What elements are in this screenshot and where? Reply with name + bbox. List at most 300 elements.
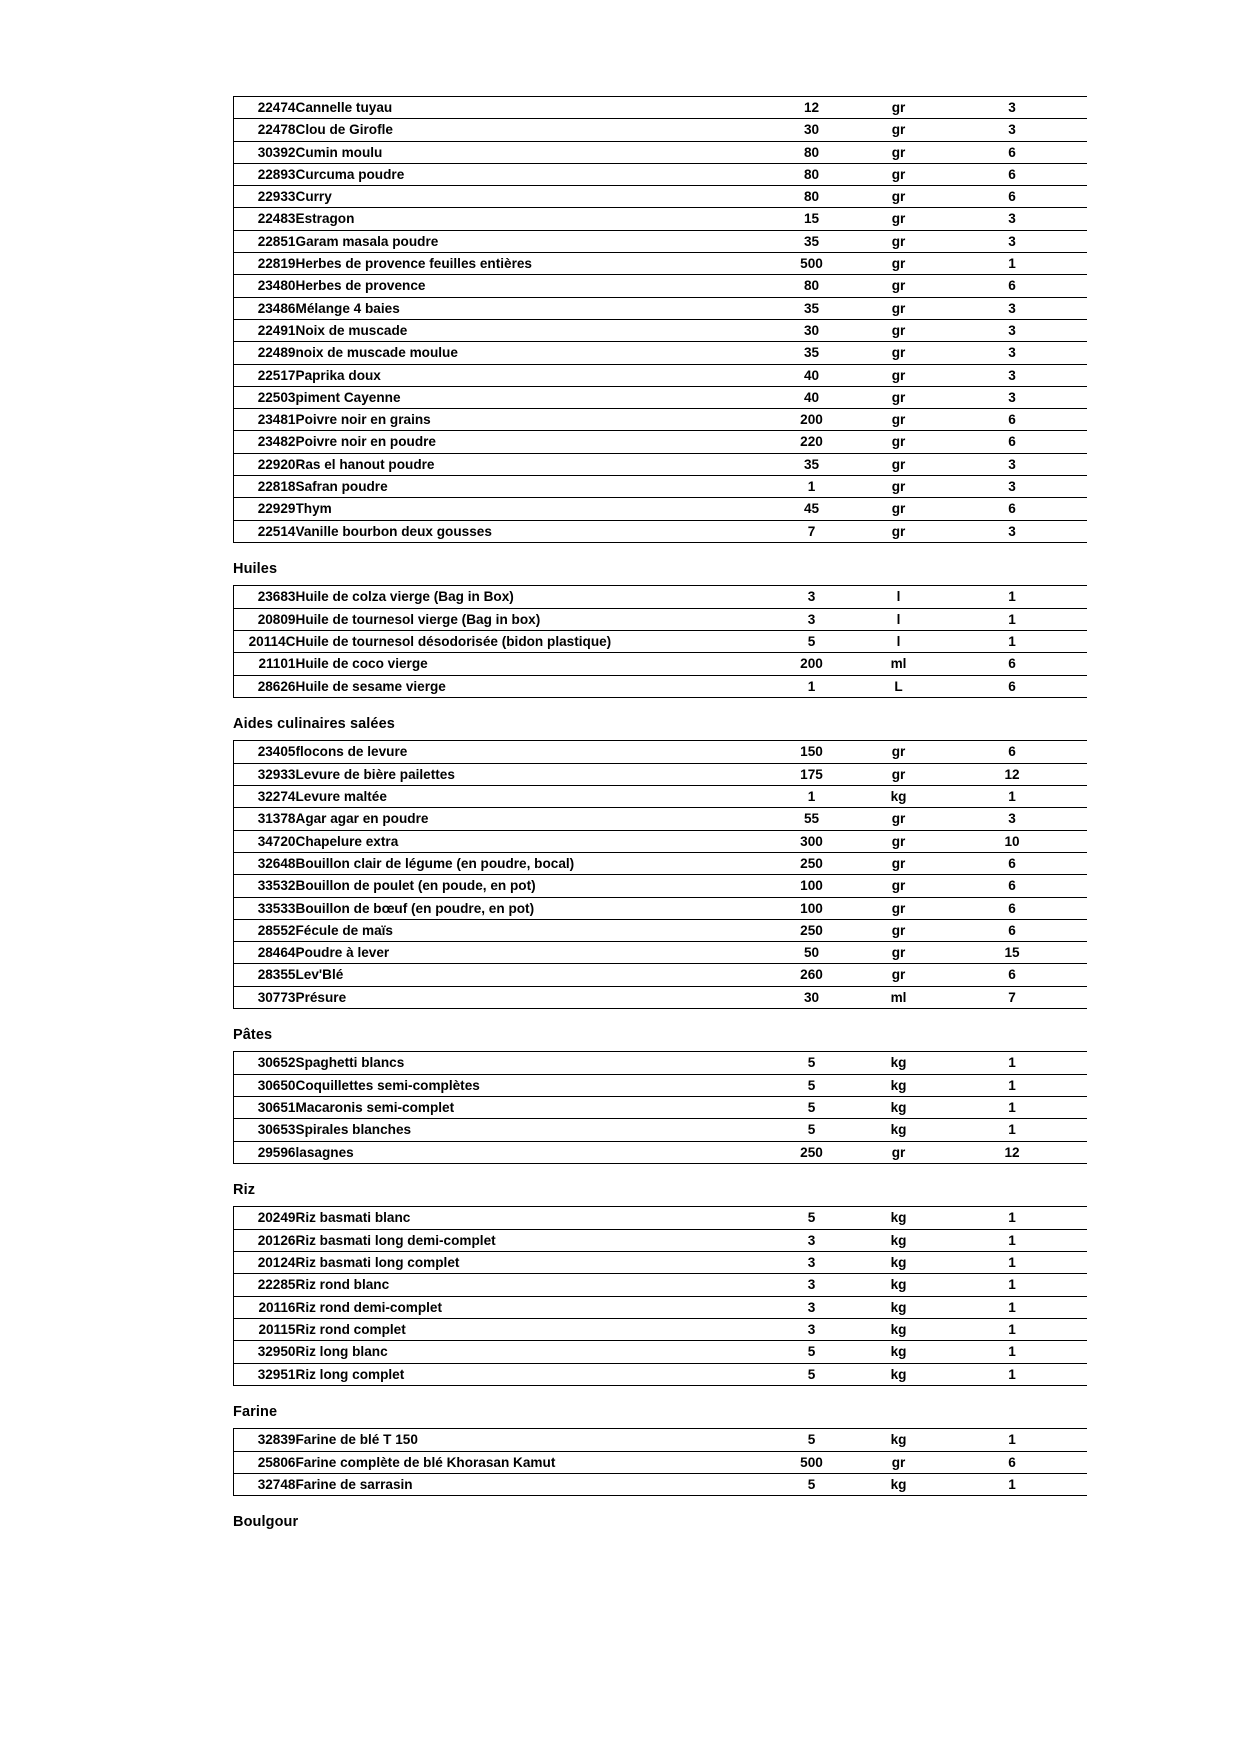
cell-qty: 500 — [764, 1451, 860, 1473]
cell-pack: 1 — [938, 631, 1087, 653]
cell-unit: gr — [860, 97, 938, 119]
cell-ref: 22851 — [234, 230, 296, 252]
section-spacer — [233, 1009, 1086, 1028]
cell-name: Poudre à lever — [296, 942, 764, 964]
heading-spacer — [233, 1042, 1086, 1051]
cell-qty: 150 — [764, 741, 860, 763]
cell-pack: 3 — [938, 342, 1087, 364]
cell-qty: 15 — [764, 208, 860, 230]
heading-spacer — [233, 1197, 1086, 1206]
cell-ref: 32839 — [234, 1429, 296, 1451]
cell-qty: 80 — [764, 163, 860, 185]
cell-unit: gr — [860, 498, 938, 520]
cell-unit: gr — [860, 919, 938, 941]
cell-unit: gr — [860, 763, 938, 785]
table-row — [234, 675, 1087, 697]
table-row — [234, 1296, 1087, 1318]
cell-qty: 175 — [764, 763, 860, 785]
cell-name: flocons de levure — [296, 741, 764, 763]
cell-ref: 33533 — [234, 897, 296, 919]
cell-ref: 22483 — [234, 208, 296, 230]
cell-name: Huile de coco vierge — [296, 653, 764, 675]
cell-name: Ras el hanout poudre — [296, 453, 764, 475]
cell-ref: 22489 — [234, 342, 296, 364]
table-row — [234, 830, 1087, 852]
cell-pack: 3 — [938, 230, 1087, 252]
cell-qty: 80 — [764, 186, 860, 208]
cell-qty: 260 — [764, 964, 860, 986]
table-row — [234, 297, 1087, 319]
cell-qty: 80 — [764, 275, 860, 297]
cell-pack: 6 — [938, 875, 1087, 897]
cell-ref: 22514 — [234, 520, 296, 542]
cell-qty: 35 — [764, 230, 860, 252]
cell-unit: gr — [860, 875, 938, 897]
cell-unit: gr — [860, 297, 938, 319]
table-row — [234, 741, 1087, 763]
cell-pack: 6 — [938, 141, 1087, 163]
cell-pack: 15 — [938, 942, 1087, 964]
cell-unit: gr — [860, 453, 938, 475]
cell-unit: gr — [860, 476, 938, 498]
cell-unit: kg — [860, 786, 938, 808]
cell-unit: gr — [860, 141, 938, 163]
cell-pack: 1 — [938, 1252, 1087, 1274]
table-row — [234, 1341, 1087, 1363]
cell-ref: 32748 — [234, 1473, 296, 1495]
cell-unit: kg — [860, 1363, 938, 1385]
cell-pack: 3 — [938, 476, 1087, 498]
cell-ref: 28355 — [234, 964, 296, 986]
section-spacer — [233, 698, 1086, 717]
table-row — [234, 476, 1087, 498]
cell-pack: 3 — [938, 208, 1087, 230]
cell-pack: 6 — [938, 741, 1087, 763]
cell-qty: 1 — [764, 786, 860, 808]
cell-qty: 3 — [764, 1274, 860, 1296]
cell-unit: gr — [860, 208, 938, 230]
cell-qty: 100 — [764, 897, 860, 919]
cell-unit: ml — [860, 986, 938, 1008]
cell-pack: 1 — [938, 608, 1087, 630]
cell-qty: 220 — [764, 431, 860, 453]
table-row — [234, 763, 1087, 785]
table-row — [234, 1473, 1087, 1495]
cell-pack: 1 — [938, 1473, 1087, 1495]
cell-name: Farine de sarrasin — [296, 1473, 764, 1495]
table-row — [234, 919, 1087, 941]
cell-unit: kg — [860, 1341, 938, 1363]
table-row — [234, 1074, 1087, 1096]
cell-name: Cumin moulu — [296, 141, 764, 163]
cell-ref: 21101 — [234, 653, 296, 675]
table-row — [234, 897, 1087, 919]
table-row — [234, 342, 1087, 364]
cell-qty: 30 — [764, 119, 860, 141]
cell-name: Levure de bière pailettes — [296, 763, 764, 785]
cell-qty: 3 — [764, 586, 860, 608]
product-table — [233, 585, 1087, 697]
cell-qty: 100 — [764, 875, 860, 897]
cell-qty: 3 — [764, 1318, 860, 1340]
cell-ref: 22503 — [234, 386, 296, 408]
cell-qty: 200 — [764, 653, 860, 675]
cell-name: Agar agar en poudre — [296, 808, 764, 830]
cell-ref: 20124 — [234, 1252, 296, 1274]
cell-ref: 30652 — [234, 1052, 296, 1074]
cell-unit: gr — [860, 186, 938, 208]
cell-name: Lev'Blé — [296, 964, 764, 986]
cell-qty: 50 — [764, 942, 860, 964]
cell-ref: 20114C — [234, 631, 296, 653]
cell-pack: 1 — [938, 1207, 1087, 1229]
section-spacer — [233, 543, 1086, 562]
cell-pack: 1 — [938, 1274, 1087, 1296]
cell-ref: 20116 — [234, 1296, 296, 1318]
cell-unit: kg — [860, 1473, 938, 1495]
cell-pack: 1 — [938, 586, 1087, 608]
cell-ref: 22818 — [234, 476, 296, 498]
cell-pack: 1 — [938, 253, 1087, 275]
cell-qty: 3 — [764, 1296, 860, 1318]
heading-spacer — [233, 576, 1086, 585]
table-row — [234, 986, 1087, 1008]
cell-ref: 30392 — [234, 141, 296, 163]
heading-spacer — [233, 1530, 1086, 1539]
cell-name: Estragon — [296, 208, 764, 230]
cell-name: Riz basmati long complet — [296, 1252, 764, 1274]
cell-qty: 35 — [764, 453, 860, 475]
cell-unit: kg — [860, 1318, 938, 1340]
table-row — [234, 1119, 1087, 1141]
cell-unit: gr — [860, 163, 938, 185]
cell-qty: 5 — [764, 1473, 860, 1495]
cell-name: Riz rond demi-complet — [296, 1296, 764, 1318]
cell-ref: 32648 — [234, 852, 296, 874]
cell-qty: 7 — [764, 520, 860, 542]
cell-ref: 22933 — [234, 186, 296, 208]
cell-ref: 22474 — [234, 97, 296, 119]
cell-pack: 6 — [938, 675, 1087, 697]
cell-pack: 1 — [938, 786, 1087, 808]
table-row — [234, 230, 1087, 252]
cell-unit: gr — [860, 1141, 938, 1163]
cell-name: noix de muscade moulue — [296, 342, 764, 364]
table-row — [234, 1252, 1087, 1274]
cell-qty: 5 — [764, 1119, 860, 1141]
cell-pack: 1 — [938, 1341, 1087, 1363]
section-spacer — [233, 1386, 1086, 1405]
section-heading: Farine — [233, 1403, 278, 1420]
cell-ref: 23486 — [234, 297, 296, 319]
table-row — [234, 386, 1087, 408]
cell-ref: 28464 — [234, 942, 296, 964]
cell-name: Spirales blanches — [296, 1119, 764, 1141]
cell-unit: kg — [860, 1119, 938, 1141]
cell-pack: 3 — [938, 386, 1087, 408]
table-row — [234, 186, 1087, 208]
table-row — [234, 141, 1087, 163]
cell-unit: kg — [860, 1429, 938, 1451]
cell-name: Riz basmati long demi-complet — [296, 1229, 764, 1251]
cell-ref: 22920 — [234, 453, 296, 475]
cell-qty: 40 — [764, 364, 860, 386]
cell-unit: gr — [860, 897, 938, 919]
cell-ref: 23683 — [234, 586, 296, 608]
cell-name: Farine complète de blé Khorasan Kamut — [296, 1451, 764, 1473]
heading-spacer — [233, 1419, 1086, 1428]
table-row — [234, 119, 1087, 141]
table-row — [234, 364, 1087, 386]
cell-ref: 30773 — [234, 986, 296, 1008]
cell-name: Riz long complet — [296, 1363, 764, 1385]
cell-unit: gr — [860, 409, 938, 431]
section-heading: Riz — [233, 1181, 256, 1198]
cell-unit: L — [860, 675, 938, 697]
cell-pack: 6 — [938, 1451, 1087, 1473]
cell-ref: 22819 — [234, 253, 296, 275]
cell-name: Farine de blé T 150 — [296, 1429, 764, 1451]
table-row — [234, 942, 1087, 964]
table-row — [234, 1429, 1087, 1451]
cell-ref: 30650 — [234, 1074, 296, 1096]
section-heading: Huiles — [233, 560, 278, 577]
cell-unit: gr — [860, 852, 938, 874]
product-table — [233, 740, 1087, 1009]
cell-pack: 1 — [938, 1119, 1087, 1141]
cell-pack: 3 — [938, 319, 1087, 341]
heading-spacer — [233, 731, 1086, 740]
cell-ref: 30651 — [234, 1097, 296, 1119]
cell-name: Bouillon de bœuf (en poudre, en pot) — [296, 897, 764, 919]
cell-pack: 1 — [938, 1318, 1087, 1340]
cell-name: Présure — [296, 986, 764, 1008]
table-row — [234, 253, 1087, 275]
cell-unit: kg — [860, 1296, 938, 1318]
section-spacer — [233, 1164, 1086, 1183]
cell-name: Clou de Girofle — [296, 119, 764, 141]
cell-name: Huile de tournesol désodorisée (bidon plastique) — [296, 631, 764, 653]
cell-unit: l — [860, 608, 938, 630]
cell-pack: 1 — [938, 1429, 1087, 1451]
table-row — [234, 875, 1087, 897]
cell-pack: 3 — [938, 520, 1087, 542]
product-table — [233, 1051, 1087, 1163]
cell-name: Herbes de provence feuilles entières — [296, 253, 764, 275]
table-row — [234, 319, 1087, 341]
cell-name: Riz basmati blanc — [296, 1207, 764, 1229]
cell-qty: 250 — [764, 1141, 860, 1163]
cell-pack: 6 — [938, 919, 1087, 941]
cell-pack: 6 — [938, 964, 1087, 986]
cell-pack: 6 — [938, 431, 1087, 453]
cell-ref: 23481 — [234, 409, 296, 431]
table-row — [234, 498, 1087, 520]
cell-qty: 200 — [764, 409, 860, 431]
cell-name: Noix de muscade — [296, 319, 764, 341]
table-row — [234, 208, 1087, 230]
cell-ref: 32274 — [234, 786, 296, 808]
cell-ref: 20809 — [234, 608, 296, 630]
cell-ref: 31378 — [234, 808, 296, 830]
table-row — [234, 1229, 1087, 1251]
table-row — [234, 1451, 1087, 1473]
cell-name: Fécule de maïs — [296, 919, 764, 941]
cell-ref: 30653 — [234, 1119, 296, 1141]
cell-name: Bouillon de poulet (en poude, en pot) — [296, 875, 764, 897]
cell-pack: 6 — [938, 186, 1087, 208]
table-row — [234, 163, 1087, 185]
table-row — [234, 275, 1087, 297]
cell-name: Poivre noir en poudre — [296, 431, 764, 453]
cell-name: Riz long blanc — [296, 1341, 764, 1363]
cell-qty: 80 — [764, 141, 860, 163]
table-row — [234, 409, 1087, 431]
cell-ref: 29596 — [234, 1141, 296, 1163]
table-row — [234, 808, 1087, 830]
cell-name: Macaronis semi-complet — [296, 1097, 764, 1119]
cell-qty: 5 — [764, 1341, 860, 1363]
cell-unit: kg — [860, 1207, 938, 1229]
cell-name: Safran poudre — [296, 476, 764, 498]
cell-unit: l — [860, 586, 938, 608]
table-row — [234, 1363, 1087, 1385]
cell-unit: gr — [860, 942, 938, 964]
cell-pack: 6 — [938, 409, 1087, 431]
section-heading: Aides culinaires salées — [233, 715, 395, 732]
table-row — [234, 520, 1087, 542]
cell-pack: 3 — [938, 453, 1087, 475]
cell-name: Levure maltée — [296, 786, 764, 808]
cell-qty: 5 — [764, 1429, 860, 1451]
cell-unit: kg — [860, 1274, 938, 1296]
table-row — [234, 1052, 1087, 1074]
cell-qty: 5 — [764, 1052, 860, 1074]
cell-ref: 32950 — [234, 1341, 296, 1363]
cell-unit: gr — [860, 431, 938, 453]
cell-pack: 6 — [938, 653, 1087, 675]
cell-unit: kg — [860, 1052, 938, 1074]
cell-unit: l — [860, 631, 938, 653]
section-heading: Pâtes — [233, 1026, 273, 1043]
cell-pack: 1 — [938, 1097, 1087, 1119]
table-row — [234, 1274, 1087, 1296]
cell-pack: 1 — [938, 1363, 1087, 1385]
cell-unit: gr — [860, 964, 938, 986]
table-row — [234, 786, 1087, 808]
cell-ref: 22517 — [234, 364, 296, 386]
table-row — [234, 1318, 1087, 1340]
cell-name: Thym — [296, 498, 764, 520]
cell-ref: 32933 — [234, 763, 296, 785]
cell-name: Herbes de provence — [296, 275, 764, 297]
cell-pack: 12 — [938, 1141, 1087, 1163]
cell-pack: 6 — [938, 852, 1087, 874]
cell-name: Coquillettes semi-complètes — [296, 1074, 764, 1096]
cell-ref: 20115 — [234, 1318, 296, 1340]
cell-ref: 20249 — [234, 1207, 296, 1229]
table-row — [234, 586, 1087, 608]
cell-pack: 1 — [938, 1052, 1087, 1074]
cell-pack: 6 — [938, 498, 1087, 520]
cell-name: Riz rond blanc — [296, 1274, 764, 1296]
cell-qty: 5 — [764, 1363, 860, 1385]
product-table — [233, 1206, 1087, 1385]
cell-pack: 6 — [938, 163, 1087, 185]
cell-ref: 34720 — [234, 830, 296, 852]
cell-name: Spaghetti blancs — [296, 1052, 764, 1074]
cell-ref: 23405 — [234, 741, 296, 763]
product-table — [233, 1428, 1087, 1496]
cell-unit: gr — [860, 741, 938, 763]
cell-ref: 28626 — [234, 675, 296, 697]
cell-qty: 300 — [764, 830, 860, 852]
cell-unit: gr — [860, 275, 938, 297]
cell-pack: 6 — [938, 275, 1087, 297]
cell-unit: kg — [860, 1074, 938, 1096]
cell-ref: 22491 — [234, 319, 296, 341]
cell-unit: gr — [860, 1451, 938, 1473]
cell-name: Curcuma poudre — [296, 163, 764, 185]
cell-unit: kg — [860, 1252, 938, 1274]
cell-name: Paprika doux — [296, 364, 764, 386]
cell-qty: 250 — [764, 919, 860, 941]
cell-name: Poivre noir en grains — [296, 409, 764, 431]
cell-name: Garam masala poudre — [296, 230, 764, 252]
cell-unit: kg — [860, 1097, 938, 1119]
cell-ref: 22929 — [234, 498, 296, 520]
cell-qty: 35 — [764, 297, 860, 319]
cell-name: Curry — [296, 186, 764, 208]
cell-qty: 35 — [764, 342, 860, 364]
cell-unit: gr — [860, 808, 938, 830]
cell-qty: 3 — [764, 608, 860, 630]
cell-pack: 1 — [938, 1296, 1087, 1318]
cell-pack: 10 — [938, 830, 1087, 852]
cell-unit: gr — [860, 319, 938, 341]
cell-unit: gr — [860, 386, 938, 408]
cell-qty: 30 — [764, 319, 860, 341]
table-row — [234, 431, 1087, 453]
cell-ref: 28552 — [234, 919, 296, 941]
cell-pack: 1 — [938, 1229, 1087, 1251]
table-row — [234, 1097, 1087, 1119]
cell-qty: 250 — [764, 852, 860, 874]
cell-unit: gr — [860, 253, 938, 275]
cell-qty: 45 — [764, 498, 860, 520]
cell-name: Huile de tournesol vierge (Bag in box) — [296, 608, 764, 630]
cell-pack: 7 — [938, 986, 1087, 1008]
cell-name: Vanille bourbon deux gousses — [296, 520, 764, 542]
cell-qty: 12 — [764, 97, 860, 119]
table-row — [234, 97, 1087, 119]
cell-qty: 3 — [764, 1252, 860, 1274]
product-table — [233, 96, 1087, 543]
section-heading: Boulgour — [233, 1514, 299, 1531]
cell-unit: ml — [860, 653, 938, 675]
cell-unit: gr — [860, 342, 938, 364]
cell-qty: 500 — [764, 253, 860, 275]
cell-ref: 22285 — [234, 1274, 296, 1296]
cell-ref: 33532 — [234, 875, 296, 897]
cell-name: Huile de colza vierge (Bag in Box) — [296, 586, 764, 608]
table-row — [234, 1207, 1087, 1229]
cell-unit: gr — [860, 830, 938, 852]
cell-name: Huile de sesame vierge — [296, 675, 764, 697]
cell-pack: 12 — [938, 763, 1087, 785]
cell-ref: 20126 — [234, 1229, 296, 1251]
cell-ref: 23482 — [234, 431, 296, 453]
